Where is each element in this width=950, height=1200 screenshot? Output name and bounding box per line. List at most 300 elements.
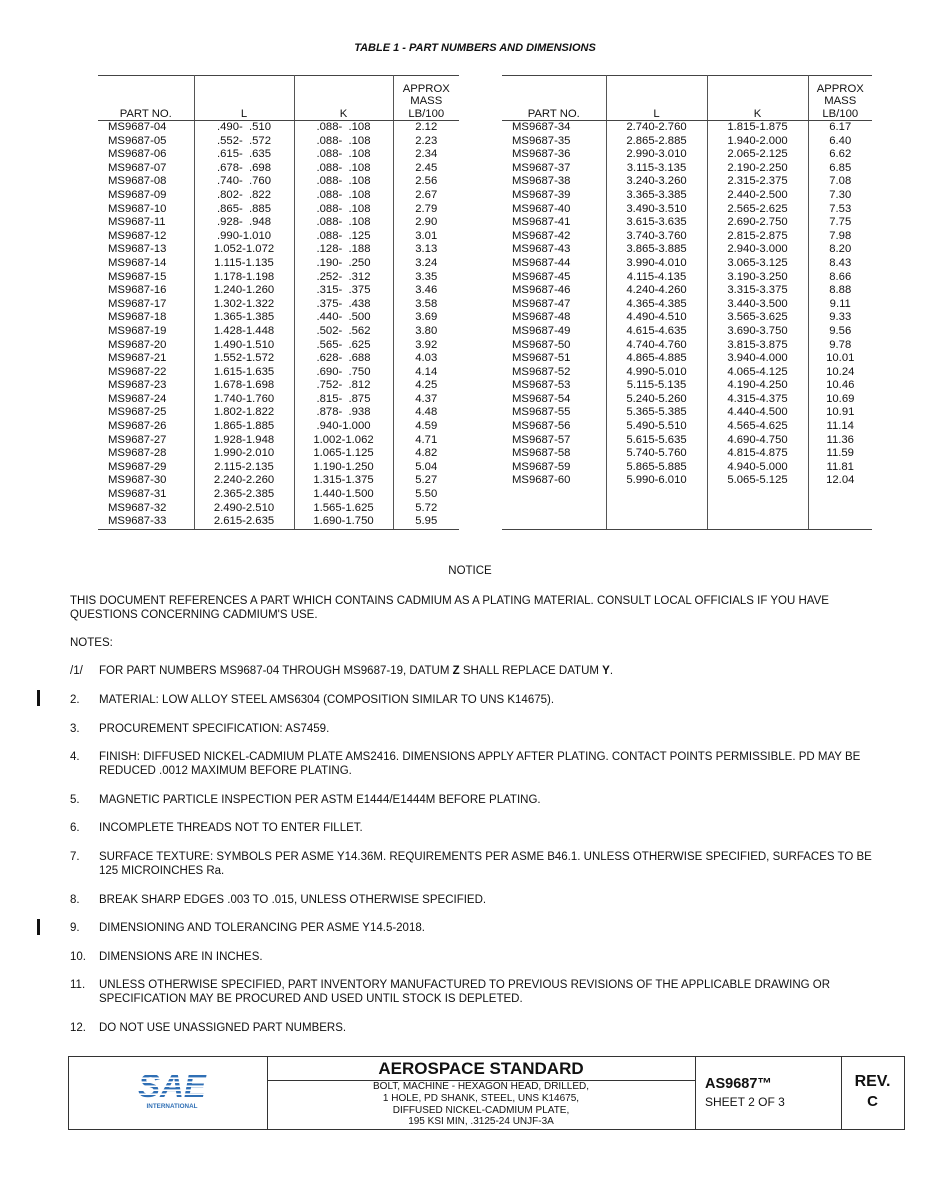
k-dimension-cell: .088- .108	[294, 148, 393, 162]
table-row	[502, 406, 872, 420]
sae-logo	[137, 1067, 207, 1113]
note-text: DIMENSIONS ARE IN INCHES.	[99, 951, 263, 963]
l-dimension-cell: 1.240-1.260	[194, 284, 294, 298]
part-number-cell: MS9687-28	[98, 447, 194, 461]
table-row	[502, 379, 872, 393]
document-number: AS9687™	[705, 1076, 772, 1092]
note-1	[70, 664, 890, 678]
note-number: 11.	[70, 979, 86, 991]
k-dimension-cell: 1.940-2.000	[707, 135, 808, 149]
table-row	[98, 339, 459, 353]
table-row	[502, 311, 872, 325]
table-row	[502, 121, 872, 135]
k-dimension-cell: 1.440-1.500	[294, 488, 393, 502]
header-mass-line3: LB/100	[822, 107, 859, 120]
header-k: K	[707, 76, 808, 121]
k-dimension-cell: .088- .108	[294, 121, 393, 135]
l-dimension-cell: .990-1.010	[194, 230, 294, 244]
mass-cell: 11.14	[826, 420, 854, 433]
k-dimension-cell: 1.065-1.125	[294, 447, 393, 461]
table-row	[98, 121, 459, 135]
mass-cell: 3.35	[415, 270, 438, 283]
part-number-cell: MS9687-29	[98, 461, 194, 475]
mass-cell: 3.01	[415, 229, 438, 242]
part-number-cell: MS9687-42	[502, 230, 606, 244]
k-dimension-cell: .088- .125	[294, 230, 393, 244]
part-number-cell: MS9687-34	[502, 121, 606, 135]
l-dimension-cell: 5.490-5.510	[606, 420, 707, 434]
l-dimension-cell: 5.865-5.885	[606, 461, 707, 475]
k-dimension-cell: .878- .938	[294, 406, 393, 420]
part-number-cell: MS9687-51	[502, 352, 606, 366]
l-dimension-cell: 4.865-4.885	[606, 352, 707, 366]
part-number-cell: MS9687-38	[502, 175, 606, 189]
k-dimension-cell: .815- .875	[294, 393, 393, 407]
l-dimension-cell: 4.615-4.635	[606, 325, 707, 339]
mass-cell: 6.40	[829, 134, 852, 147]
mass-cell: 3.69	[415, 311, 438, 324]
note-text: BREAK SHARP EDGES .003 TO .015, UNLESS OTHERWISE SPECIFIED.	[99, 894, 487, 906]
table-row	[98, 406, 459, 420]
l-dimension-cell: 1.615-1.635	[194, 366, 294, 380]
part-number-cell: MS9687-37	[502, 162, 606, 176]
note-12	[70, 1021, 890, 1035]
table-row	[502, 434, 872, 448]
k-dimension-cell: .088- .108	[294, 175, 393, 189]
l-dimension-cell: 3.990-4.010	[606, 257, 707, 271]
mass-cell: 7.75	[829, 216, 852, 229]
table-row	[98, 216, 459, 230]
mass-cell: 5.27	[415, 474, 438, 487]
note-text: MAGNETIC PARTICLE INSPECTION PER ASTM E1444/E1444M BEFORE PLATING.	[99, 794, 541, 806]
k-dimension-cell: 3.065-3.125	[707, 257, 808, 271]
table-row	[98, 135, 459, 149]
mass-cell: 3.80	[415, 324, 438, 337]
table-row	[502, 298, 872, 312]
l-dimension-cell: 2.240-2.260	[194, 474, 294, 488]
header-l: L	[606, 76, 707, 121]
part-number-cell: MS9687-49	[502, 325, 606, 339]
mass-cell: 4.37	[415, 392, 438, 405]
table-row	[98, 502, 459, 516]
datum-y: Y	[602, 665, 610, 677]
mass-cell: 7.30	[829, 188, 852, 201]
header-mass-line2: MASS	[824, 95, 857, 107]
l-dimension-cell: 5.990-6.010	[606, 474, 707, 488]
mass-cell: 11.59	[826, 447, 854, 460]
l-dimension-cell: 2.990-3.010	[606, 148, 707, 162]
part-number-cell: MS9687-50	[502, 339, 606, 353]
part-number-cell: MS9687-17	[98, 298, 194, 312]
part-number-cell: MS9687-16	[98, 284, 194, 298]
table-row	[502, 175, 872, 189]
mass-cell: 7.08	[829, 175, 852, 188]
l-dimension-cell: 3.865-3.885	[606, 243, 707, 257]
part-number-cell: MS9687-41	[502, 216, 606, 230]
header-mass-line2: MASS	[410, 95, 443, 107]
k-dimension-cell: 4.440-4.500	[707, 406, 808, 420]
table-row	[98, 420, 459, 434]
description-line: DIFFUSED NICKEL-CADMIUM PLATE,	[392, 1104, 570, 1116]
mass-cell: 3.92	[415, 338, 438, 351]
table-row	[98, 325, 459, 339]
mass-cell: 2.90	[415, 216, 438, 229]
part-number-cell: MS9687-12	[98, 230, 194, 244]
k-dimension-cell: .375- .438	[294, 298, 393, 312]
k-dimension-cell: 3.440-3.500	[707, 298, 808, 312]
mass-cell: 4.59	[415, 420, 438, 433]
part-number-cell	[502, 502, 606, 516]
l-dimension-cell	[606, 488, 707, 502]
part-table-right	[502, 75, 872, 530]
l-dimension-cell: 1.990-2.010	[194, 447, 294, 461]
part-number-cell: MS9687-43	[502, 243, 606, 257]
l-dimension-cell: .615- .635	[194, 148, 294, 162]
l-dimension-cell: 5.240-5.260	[606, 393, 707, 407]
l-dimension-cell: 1.302-1.322	[194, 298, 294, 312]
header-k: K	[294, 76, 393, 121]
part-number-cell: MS9687-25	[98, 406, 194, 420]
mass-cell: 5.04	[415, 460, 438, 473]
l-dimension-cell: .552- .572	[194, 135, 294, 149]
k-dimension-cell: 3.565-3.625	[707, 311, 808, 325]
k-dimension-cell: 4.315-4.375	[707, 393, 808, 407]
l-dimension-cell: 4.490-4.510	[606, 311, 707, 325]
note-number: 3.	[70, 723, 80, 735]
table-row	[502, 148, 872, 162]
logo-subtext: INTERNATIONAL	[146, 1103, 198, 1110]
mass-cell: 2.79	[415, 202, 438, 215]
header-mass-line1: APPROX	[402, 82, 450, 95]
mass-cell: 4.14	[415, 365, 438, 378]
table-row	[98, 366, 459, 380]
datum-z: Z	[452, 665, 460, 677]
table-row	[98, 148, 459, 162]
table-row	[502, 271, 872, 285]
table-row	[502, 420, 872, 434]
table-row	[98, 189, 459, 203]
sheet-number: SHEET 2 OF 3	[705, 1095, 785, 1109]
note-4	[70, 750, 890, 778]
l-dimension-cell: 1.365-1.385	[194, 311, 294, 325]
part-number-cell: MS9687-14	[98, 257, 194, 271]
part-number-cell: MS9687-44	[502, 257, 606, 271]
note-text: DIMENSIONING AND TOLERANCING PER ASME Y14.5-2018.	[99, 922, 425, 934]
part-number-cell: MS9687-04	[98, 121, 194, 135]
l-dimension-cell: 1.428-1.448	[194, 325, 294, 339]
k-dimension-cell: .252- .312	[294, 271, 393, 285]
part-number-cell	[502, 488, 606, 502]
part-number-cell: MS9687-46	[502, 284, 606, 298]
k-dimension-cell: .128- .188	[294, 243, 393, 257]
mass-cell: 2.12	[415, 121, 438, 133]
k-dimension-cell: .088- .108	[294, 135, 393, 149]
mass-cell	[808, 488, 872, 502]
table-row	[502, 257, 872, 271]
l-dimension-cell: 3.615-3.635	[606, 216, 707, 230]
mass-cell: 8.88	[829, 284, 852, 297]
part-number-cell: MS9687-08	[98, 175, 194, 189]
header-part-no: PART NO.	[98, 76, 194, 121]
k-dimension-cell: 4.815-4.875	[707, 447, 808, 461]
header-mass	[808, 76, 872, 121]
part-number-cell: MS9687-05	[98, 135, 194, 149]
k-dimension-cell: .088- .108	[294, 162, 393, 176]
table-row	[502, 352, 872, 366]
mass-cell: 2.34	[415, 148, 438, 161]
note-number: 9.	[70, 922, 80, 934]
part-number-cell: MS9687-53	[502, 379, 606, 393]
table-row	[98, 243, 459, 257]
k-dimension-cell: 3.690-3.750	[707, 325, 808, 339]
header-mass-line3: LB/100	[408, 107, 445, 120]
mass-cell: 3.46	[415, 284, 438, 297]
mass-cell: 4.25	[415, 379, 438, 392]
part-number-cell: MS9687-36	[502, 148, 606, 162]
table-row	[98, 434, 459, 448]
note-number: 5.	[70, 794, 80, 806]
table-row	[502, 393, 872, 407]
k-dimension-cell: 4.690-4.750	[707, 434, 808, 448]
header-mass-line1: APPROX	[816, 82, 864, 95]
table-row	[502, 515, 872, 529]
mass-cell: 6.85	[829, 161, 852, 174]
mass-cell: 2.56	[415, 175, 438, 188]
k-dimension-cell: .315- .375	[294, 284, 393, 298]
l-dimension-cell: 2.365-2.385	[194, 488, 294, 502]
part-number-cell: MS9687-56	[502, 420, 606, 434]
l-dimension-cell: 1.115-1.135	[194, 257, 294, 271]
l-dimension-cell	[606, 502, 707, 516]
revision-bar	[37, 690, 40, 706]
part-number-cell: MS9687-10	[98, 203, 194, 217]
l-dimension-cell: 3.490-3.510	[606, 203, 707, 217]
l-dimension-cell: 1.178-1.198	[194, 271, 294, 285]
table-row	[98, 311, 459, 325]
l-dimension-cell: 1.678-1.698	[194, 379, 294, 393]
part-number-cell: MS9687-35	[502, 135, 606, 149]
part-number-cell: MS9687-26	[98, 420, 194, 434]
table-row	[502, 447, 872, 461]
mass-cell: 10.01	[826, 352, 855, 365]
mass-cell: 10.24	[826, 365, 855, 378]
mass-cell: 7.98	[829, 229, 852, 242]
part-number-cell: MS9687-11	[98, 216, 194, 230]
note-text-part: FOR PART NUMBERS MS9687-04 THROUGH MS9687-19, DATUM	[99, 665, 453, 677]
l-dimension-cell: 4.990-5.010	[606, 366, 707, 380]
mass-cell: 2.67	[415, 188, 438, 201]
note-text-part: SHALL REPLACE DATUM	[459, 665, 603, 677]
l-dimension-cell: 5.365-5.385	[606, 406, 707, 420]
k-dimension-cell: 1.690-1.750	[294, 515, 393, 529]
part-number-cell: MS9687-22	[98, 366, 194, 380]
l-dimension-cell: .740- .760	[194, 175, 294, 189]
note-text: DO NOT USE UNASSIGNED PART NUMBERS.	[99, 1022, 347, 1034]
l-dimension-cell: 3.365-3.385	[606, 189, 707, 203]
k-dimension-cell: 3.815-3.875	[707, 339, 808, 353]
l-dimension-cell: 2.115-2.135	[194, 461, 294, 475]
part-number-cell: MS9687-20	[98, 339, 194, 353]
table-row	[502, 488, 872, 502]
mass-cell: 10.46	[826, 379, 855, 392]
k-dimension-cell: 5.065-5.125	[707, 474, 808, 488]
k-dimension-cell: 1.315-1.375	[294, 474, 393, 488]
part-number-cell: MS9687-06	[98, 148, 194, 162]
table-row	[98, 447, 459, 461]
table-row	[98, 271, 459, 285]
header-mass	[393, 76, 459, 121]
note-text: INCOMPLETE THREADS NOT TO ENTER FILLET.	[99, 822, 363, 834]
table-row	[98, 175, 459, 189]
mass-cell: 9.56	[829, 324, 852, 337]
k-dimension-cell: 2.690-2.750	[707, 216, 808, 230]
part-number-cell: MS9687-52	[502, 366, 606, 380]
k-dimension-cell: 1.565-1.625	[294, 502, 393, 516]
part-number-cell: MS9687-59	[502, 461, 606, 475]
k-dimension-cell: .088- .108	[294, 203, 393, 217]
table-row	[98, 162, 459, 176]
mass-cell: 4.48	[415, 406, 438, 419]
k-dimension-cell: 4.940-5.000	[707, 461, 808, 475]
note-number: 4.	[70, 751, 80, 763]
k-dimension-cell: .940-1.000	[294, 420, 393, 434]
mass-cell: 7.53	[829, 202, 852, 215]
note-number: 6.	[70, 822, 80, 834]
table-row	[502, 189, 872, 203]
part-number-cell: MS9687-07	[98, 162, 194, 176]
k-dimension-cell: .502- .562	[294, 325, 393, 339]
l-dimension-cell: 2.615-2.635	[194, 515, 294, 529]
note-10	[70, 950, 890, 964]
l-dimension-cell: 4.365-4.385	[606, 298, 707, 312]
mass-cell: 6.62	[829, 148, 852, 161]
mass-cell: 4.82	[415, 447, 438, 460]
mass-cell: 10.69	[826, 392, 855, 405]
k-dimension-cell: .190- .250	[294, 257, 393, 271]
note-number: /1/	[70, 665, 83, 677]
k-dimension-cell: 3.315-3.375	[707, 284, 808, 298]
k-dimension-cell: 1.815-1.875	[707, 121, 808, 135]
revision-bar	[37, 919, 40, 935]
table-row	[502, 474, 872, 488]
k-dimension-cell: 4.065-4.125	[707, 366, 808, 380]
note-number: 10.	[70, 951, 86, 963]
part-number-cell: MS9687-40	[502, 203, 606, 217]
part-number-cell: MS9687-19	[98, 325, 194, 339]
revision-label: REV.	[854, 1073, 891, 1090]
mass-cell: 3.24	[415, 256, 438, 269]
table-row	[98, 393, 459, 407]
note-7	[70, 850, 890, 878]
mass-cell: 5.72	[415, 501, 438, 514]
table-row	[502, 325, 872, 339]
part-number-cell: MS9687-21	[98, 352, 194, 366]
part-number-cell: MS9687-13	[98, 243, 194, 257]
mass-cell: 8.66	[829, 270, 852, 283]
mass-cell: 11.81	[826, 460, 854, 473]
note-text: SURFACE TEXTURE: SYMBOLS PER ASME Y14.36M. REQUIREMENTS PER ASME B46.1. UNLESS OTHERWISE SPECIFIED, SURFACES TO BE 125 MICROINCHES Ra.	[99, 851, 872, 877]
table-row	[98, 230, 459, 244]
mass-cell: 8.43	[829, 256, 852, 269]
mass-cell: 2.23	[415, 134, 438, 147]
mass-cell	[808, 502, 872, 516]
note-number: 8.	[70, 894, 80, 906]
l-dimension-cell: 1.802-1.822	[194, 406, 294, 420]
l-dimension-cell: 3.115-3.135	[606, 162, 707, 176]
l-dimension-cell: 5.615-5.635	[606, 434, 707, 448]
part-number-cell: MS9687-30	[98, 474, 194, 488]
k-dimension-cell	[707, 502, 808, 516]
k-dimension-cell: .440- .500	[294, 311, 393, 325]
revision-cell	[841, 1057, 904, 1129]
part-number-cell: MS9687-39	[502, 189, 606, 203]
part-number-cell: MS9687-60	[502, 474, 606, 488]
note-9	[70, 921, 890, 935]
note-3	[70, 722, 890, 736]
table-row	[98, 488, 459, 502]
k-dimension-cell	[707, 488, 808, 502]
note-number: 2.	[70, 694, 80, 706]
l-dimension-cell: 1.740-1.760	[194, 393, 294, 407]
part-number-cell: MS9687-32	[98, 502, 194, 516]
mass-cell: 8.20	[829, 243, 852, 256]
l-dimension-cell: 4.740-4.760	[606, 339, 707, 353]
part-number-cell: MS9687-57	[502, 434, 606, 448]
l-dimension-cell: .490- .510	[194, 121, 294, 135]
notice-text: THIS DOCUMENT REFERENCES A PART WHICH CONTAINS CADMIUM AS A PLATING MATERIAL. CONSULT LOCAL OFFICIALS IF YOU HAVE QUESTIONS CONCERNING CADMIUM'S USE.	[70, 595, 829, 621]
k-dimension-cell: 2.065-2.125	[707, 148, 808, 162]
l-dimension-cell: 5.740-5.760	[606, 447, 707, 461]
l-dimension-cell: 3.240-3.260	[606, 175, 707, 189]
part-number-cell: MS9687-18	[98, 311, 194, 325]
description-cell	[267, 1057, 696, 1129]
note-11	[70, 978, 890, 1006]
mass-cell: 5.95	[393, 515, 459, 529]
logo-wordmark: SAE	[138, 1067, 206, 1104]
k-dimension-cell: 2.565-2.625	[707, 203, 808, 217]
note-2	[70, 693, 890, 707]
l-dimension-cell: .865- .885	[194, 203, 294, 217]
standard-title: AEROSPACE STANDARD	[378, 1059, 584, 1078]
k-dimension-cell: .088- .108	[294, 216, 393, 230]
table-row	[502, 502, 872, 516]
header-l: L	[194, 76, 294, 121]
note-number: 7.	[70, 851, 80, 863]
title-block	[68, 1056, 905, 1130]
part-number-cell: MS9687-47	[502, 298, 606, 312]
note-text: FINISH: DIFFUSED NICKEL-CADMIUM PLATE AMS2416. DIMENSIONS APPLY AFTER PLATING. CONTACT POINTS PERMISSIBLE. PD MAY BE REDUCED .0012 MAXIMUM BEFORE PLATING.	[99, 751, 861, 777]
k-dimension-cell: .565- .625	[294, 339, 393, 353]
part-description	[267, 1081, 695, 1128]
mass-cell: 4.71	[415, 433, 438, 446]
k-dimension-cell: 4.565-4.625	[707, 420, 808, 434]
k-dimension-cell: 1.002-1.062	[294, 434, 393, 448]
note-6	[70, 821, 890, 835]
mass-cell: 4.03	[415, 352, 438, 365]
table-row	[98, 379, 459, 393]
part-number-cell: MS9687-31	[98, 488, 194, 502]
table-row	[98, 352, 459, 366]
description-line: BOLT, MACHINE - HEXAGON HEAD, DRILLED,	[373, 1081, 589, 1092]
table-row	[98, 298, 459, 312]
mass-cell	[808, 515, 872, 529]
table-row	[502, 216, 872, 230]
note-text-part: .	[609, 665, 614, 677]
header-part-no: PART NO.	[502, 76, 606, 121]
l-dimension-cell: 1.552-1.572	[194, 352, 294, 366]
k-dimension-cell: 4.190-4.250	[707, 379, 808, 393]
l-dimension-cell: 1.052-1.072	[194, 243, 294, 257]
